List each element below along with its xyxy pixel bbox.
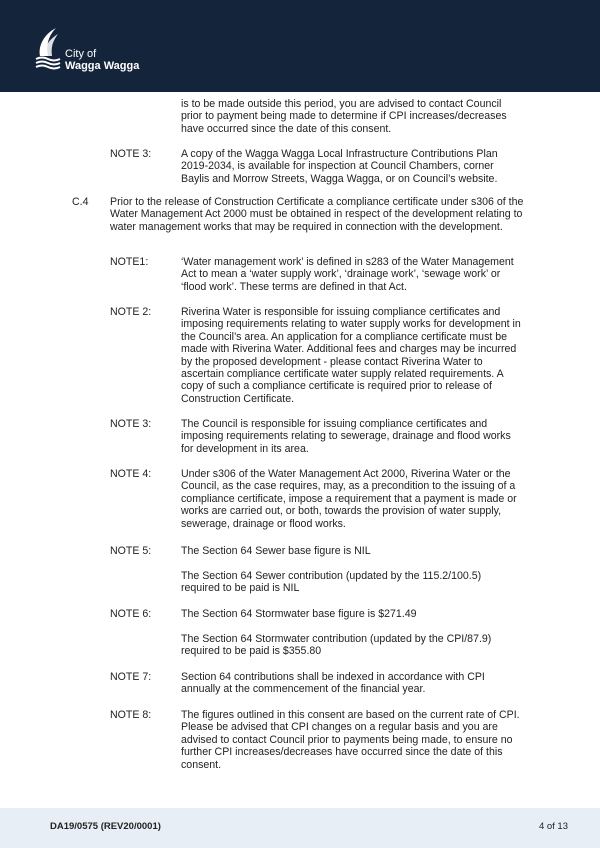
- note-text-secondary: The Section 64 Stormwater contribution (updated by the CPI/87.9) required to be paid is $355.80: [181, 633, 492, 658]
- clause-number: C.4: [72, 196, 89, 208]
- note-label: NOTE 5:: [110, 545, 152, 557]
- note-text: The Council is responsible for issuing compliance certificates and imposing requirements relating to sewerage, drainage and flood works for development in its area.: [181, 418, 511, 455]
- note-text: Riverina Water is responsible for issuing compliance certificates and imposing requirements relating to water supply works for development in the Council’s area. An application for a compliance certificate must be made with Riverina Water. Additional fees and charges may be incurred by the proposed development - please contact Riverina Water to ascertain compliance certificate water supply related requirements. A copy of such a compliance certificate is required prior to release of Construction Certificate.: [181, 306, 521, 405]
- wagga-wagga-logo-icon: [34, 26, 64, 70]
- page-header: [0, 0, 600, 92]
- note-text: The Section 64 Stormwater base figure is $271.49: [181, 608, 417, 620]
- note-label: NOTE 6:: [110, 608, 152, 620]
- note-text: The Section 64 Sewer base figure is NIL: [181, 545, 371, 557]
- page-footer: [0, 808, 600, 848]
- note-label: NOTE 3:: [110, 148, 152, 160]
- note-text-secondary: The Section 64 Sewer contribution (updated by the 115.2/100.5) required to be paid is NIL: [181, 570, 482, 595]
- note-text: The figures outlined in this consent are based on the current rate of CPI. Please be advised that CPI changes on a regular basis and you are advised to contact Council prior to payments being made, to ensure no further CPI increases/decreases have occurred since the date of this consent.: [181, 709, 520, 771]
- document-reference: DA19/0575 (REV20/0001): [50, 821, 161, 832]
- brand-line-1: City of: [65, 48, 97, 60]
- continuation-text: is to be made outside this period, you are advised to contact Council prior to payment being made to determine if CPI increases/decreases have occurred since the date of this consent.: [181, 98, 507, 135]
- note-label: NOTE 4:: [110, 468, 152, 480]
- brand-line-2: Wagga Wagga: [65, 60, 140, 72]
- note-label: NOTE 7:: [110, 671, 152, 683]
- note-text: A copy of the Wagga Wagga Local Infrastructure Contributions Plan 2019-2034, is available for inspection at Council Chambers, corner Baylis and Morrow Streets, Wagga Wagga, or on Council’s website.: [181, 148, 498, 185]
- page-number: 4 of 13: [538, 821, 568, 832]
- note-label: NOTE 3:: [110, 418, 152, 430]
- note-text: Under s306 of the Water Management Act 2000, Riverina Water or the Council, as the case requires, may, as a precondition to the issuing of a compliance certificate, impose a requirement that a payment is made or works are carried out, or both, towards the provision of water supply, sewerage, drainage or flood works.: [181, 468, 517, 530]
- note-text: Section 64 contributions shall be indexed in accordance with CPI annually at the commencement of the financial year.: [181, 671, 485, 696]
- note-text: ‘Water management work’ is defined in s283 of the Water Management Act to mean a ‘water supply work’, ‘drainage work’, ‘sewage work’ or ‘flood work’. These terms are defined in that Act.: [181, 256, 514, 293]
- note-label: NOTE 8:: [110, 709, 152, 721]
- clause-text: Prior to the release of Construction Certificate a compliance certificate under s306 of the Water Management Act 2000 must be obtained in respect of the development relating to water management works that may be required in connection with the development.: [110, 196, 524, 233]
- note-label: NOTE1:: [110, 256, 149, 268]
- note-label: NOTE 2:: [110, 306, 152, 318]
- brand-name: [65, 48, 139, 72]
